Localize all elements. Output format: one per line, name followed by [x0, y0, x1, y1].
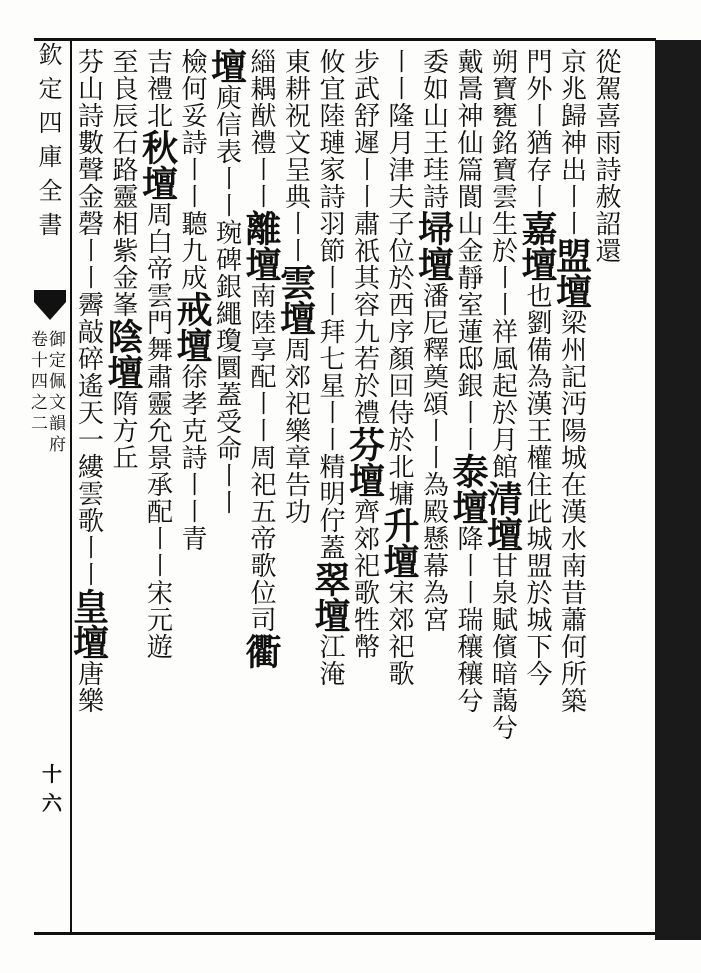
- text-column: [343, 48, 386, 928]
- entry-text: 從駕喜雨詩赦詔還: [591, 48, 621, 264]
- entry-heading: 衢: [240, 633, 282, 669]
- entry-heading: 戒壇: [171, 291, 213, 363]
- entry-text: 宋郊祀歌: [384, 579, 414, 687]
- text-column: [447, 48, 489, 928]
- entry-text: 門外〡猶存〡: [522, 48, 552, 210]
- entry-heading: 皇壇: [67, 588, 110, 660]
- text-column: [274, 48, 317, 928]
- book-title: 欽定四庫全書: [34, 42, 62, 246]
- page-number: 十六: [42, 762, 62, 815]
- text-column: [171, 48, 213, 928]
- text-column: [67, 48, 110, 928]
- entry-text: 江淹: [315, 633, 345, 687]
- text-column: [412, 48, 455, 928]
- entry-heading: 陰壇: [102, 318, 144, 390]
- entry-heading: 嘉壇: [516, 210, 558, 282]
- entry-text: 檢何妥詩〡〡聽九成: [177, 48, 207, 291]
- text-column: [205, 48, 248, 928]
- entry-text: 潘尼釋奠頌〡〡為殿懸幕為宮: [418, 282, 449, 633]
- entry-text: 朔寶甕銘寶雲生於〡〡祥風起於月館: [487, 48, 518, 480]
- entry-text: 戴暠神仙篇閬山金靜室蓮邸銀〡〡: [453, 48, 483, 453]
- entry-text: 委如山王珪詩: [418, 48, 449, 210]
- entry-text: 周祀五帝歌位司: [246, 444, 276, 633]
- collection-title: 御定佩文韻府: [45, 330, 65, 456]
- entry-heading: 埽壇: [412, 210, 455, 282]
- entry-text: 步武舒遲〡〡肅祇其容九若於禮: [349, 48, 380, 426]
- entry-heading: 升壇: [378, 507, 420, 579]
- entry-heading: 盟壇: [550, 237, 593, 309]
- entry-text: 周白帝雲門舞肅靈允景承配〡〡宋元遊: [142, 201, 173, 660]
- bottom-border-rule: [34, 932, 656, 935]
- entry-text: 吉禮北: [142, 48, 173, 129]
- entry-text: 徐孝克詩〡〡青: [177, 363, 207, 552]
- entry-text: 東耕祝文呈典〡〡: [280, 48, 311, 264]
- entry-text: 庾信表〡〡琬碑銀繩瓊: [211, 84, 242, 354]
- entry-text: 降〡〡瑞穰穰兮: [453, 525, 483, 714]
- entry-text: 夫子位於西序顏回侍於北墉: [384, 183, 414, 507]
- entry-text: 齊郊祀歌牲幣: [349, 498, 380, 660]
- entry-heading: 芬壇: [343, 426, 386, 498]
- page-edge-shadow: [655, 40, 701, 940]
- entry-text: 甘泉賦儐暗藹兮: [487, 552, 518, 741]
- entry-text: 圜蓋受命〡〡: [211, 354, 242, 516]
- entry-text: 南陸享配〡〡: [246, 282, 276, 444]
- text-column: [136, 48, 179, 928]
- entry-text: 周郊祀樂章告功: [280, 336, 311, 525]
- entry-heading: 泰壇: [447, 453, 489, 525]
- volume-number: 卷十四之二: [27, 330, 47, 435]
- entry-text: 至良辰: [108, 48, 138, 129]
- text-column: [481, 48, 524, 928]
- entry-text: 攸宜陸璉家詩羽節〡〡拜七星: [315, 48, 345, 399]
- entry-text: 唐樂: [73, 660, 104, 714]
- text-column: [378, 48, 420, 928]
- entry-heading: 雲壇: [274, 264, 317, 336]
- entry-text: 石路靈相紫金峯: [108, 129, 138, 318]
- text-column: [240, 48, 282, 928]
- entry-text: 歌〡〡: [73, 507, 104, 588]
- entry-text: 梁州記沔陽城在漢水南昔蕭何所築: [556, 309, 587, 714]
- entry-text: 隋方丘: [108, 390, 138, 471]
- entry-heading: 清壇: [481, 480, 524, 552]
- top-border-rule: [34, 38, 656, 41]
- text-column: [550, 48, 593, 928]
- entry-heading: 秋壇: [136, 129, 179, 201]
- text-column: [309, 48, 351, 928]
- text-column: [102, 48, 144, 928]
- entry-heading: 翠壇: [309, 561, 351, 633]
- entry-text: 〡〡隆月津: [384, 48, 414, 183]
- entry-text: 也劉備為漢王權住此城盟於城下今: [522, 282, 552, 687]
- text-column: [516, 48, 558, 928]
- fish-tail-mark-icon: [34, 290, 66, 320]
- entry-text: 京兆歸神出〡〡: [556, 48, 587, 237]
- entry-text: 緇耦猷禮〡〡: [246, 48, 276, 210]
- entry-heading: 離壇: [240, 210, 282, 282]
- entry-text: 芬山詩數聲金磬〡〡霽敲碎遙天一縷雲: [73, 48, 104, 507]
- text-column: [590, 48, 622, 928]
- entry-heading: 壇: [205, 48, 248, 84]
- entry-text: 〡〡精明佇蓋: [315, 399, 345, 561]
